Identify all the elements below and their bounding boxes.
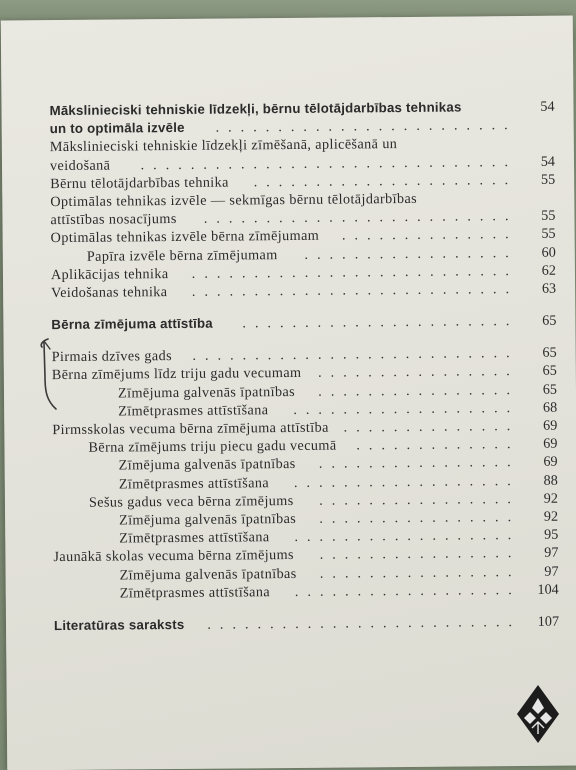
toc-entry-title: un to optimāla izvēle: [49, 120, 185, 137]
toc-page-number: 107: [537, 613, 560, 630]
leader-dots: ..................: [294, 527, 521, 546]
toc-page-number: 55: [541, 207, 556, 224]
toc-entry-title: Optimālas tehnikas izvēle bērna zīmējumam: [50, 228, 320, 247]
toc-page-number: 65: [542, 312, 557, 329]
leader-dots: .................: [304, 244, 518, 263]
leader-dots: ................: [319, 563, 521, 582]
diamond-emblem-icon: [516, 684, 560, 744]
leader-dots: ..............: [343, 418, 520, 436]
leader-dots: ................: [319, 545, 521, 564]
leader-dots: .....................: [253, 171, 518, 191]
toc-page-number: 55: [540, 171, 556, 188]
toc-entry-title: Literatūras saraksts: [53, 616, 185, 633]
toc-page-number: 92: [543, 508, 559, 525]
leader-dots: .........................: [203, 208, 518, 227]
leader-dots: ..........................: [191, 280, 519, 300]
toc-entry-title: Veidošanas tehnika: [51, 283, 168, 301]
toc-entry-title: Bērna zīmējums triju piecu gadu vecumā: [88, 437, 337, 456]
toc-page-number: 62: [541, 262, 557, 279]
toc-entry[interactable]: [54, 613, 559, 636]
toc-entry-title: Optimālas tehnikas izvēle — sekmīgas bērnu tēlotājdarbības: [50, 190, 418, 211]
toc-entry-title: Bērna zīmējums līdz triju gadu vecumam: [51, 365, 302, 384]
toc-entry-title: Aplikācijas tehnika: [50, 265, 169, 283]
table-of-contents: [49, 98, 559, 635]
toc-entry-title: Zīmētprasmes attīstīšana: [119, 583, 271, 602]
toc-entry-title: Sešus gadus veca bērna zīmējums: [88, 492, 294, 511]
toc-entry-title: Zīmējuma galvenās īpatnības: [119, 565, 297, 583]
leader-dots: ................: [318, 363, 519, 382]
toc-page-number: 88: [543, 472, 558, 489]
toc-entry-title: Jaunākā skolas vecuma bērna zīmējums: [53, 547, 295, 566]
toc-entry-title: Pirmsskolas vecuma bērna zīmējuma attīstība: [52, 419, 329, 439]
leader-dots: ..................: [293, 472, 520, 491]
toc-page-number: 69: [543, 417, 558, 434]
toc-entry-title: Zīmējuma galvenās īpatnības: [119, 510, 297, 529]
toc-page-number: 65: [542, 381, 558, 398]
toc-page-number: 55: [541, 225, 556, 243]
toc-page-number: 69: [543, 435, 558, 452]
toc-page-number: 54: [540, 98, 555, 115]
toc-entry-title: Bērna zīmējuma attīstība: [51, 315, 213, 333]
leader-dots: ................: [318, 454, 520, 473]
toc-page-number: 97: [544, 544, 559, 562]
toc-page-number: 54: [540, 153, 556, 170]
toc-entry-title: Zīmētprasmes attīstīšana: [119, 529, 270, 547]
toc-page-number: 69: [543, 454, 558, 471]
leader-dots: ..........................: [191, 262, 519, 282]
leader-dots: ................: [319, 508, 521, 527]
toc-page-number: 65: [542, 344, 557, 362]
toc-entry-title: Mākslinieciski tehniskie līdzekļi zīmēšanā, aplicēšanā un: [49, 136, 398, 156]
toc-entry-title: Bērnu tēlotājdarbības tehnika: [50, 174, 229, 192]
leader-dots: ..........................: [192, 345, 519, 365]
toc-page-number: 60: [541, 244, 556, 261]
leader-dots: ......................: [242, 313, 519, 332]
toc-entry-title: Mākslinieciski tehniskie līdzekļi, bērnu tēlotājdarbības tehnikas: [49, 99, 462, 119]
leader-dots: ..................: [293, 399, 520, 418]
toc-page-number: 92: [543, 490, 558, 507]
pencil-bracket-mark: [38, 337, 64, 411]
toc-page-number: 97: [544, 563, 559, 580]
toc-entry-title: veidošanā: [49, 157, 111, 174]
leader-dots: ..............................: [140, 153, 518, 173]
toc-page-number: 65: [542, 363, 557, 380]
leader-dots: ................: [318, 381, 520, 400]
leader-dots: ..................: [294, 581, 521, 600]
toc-entry-title: Zīmējuma galvenās īpatnības: [118, 456, 296, 474]
toc-page-number: 63: [541, 280, 557, 297]
toc-entry-title: Zīmētprasmes attīstīšana: [118, 402, 269, 420]
leader-dots: .........................: [207, 613, 522, 633]
toc-page-number: 68: [542, 399, 558, 416]
toc-entry-title: Zīmējuma galvenās īpatnības: [117, 383, 296, 402]
leader-dots: .............: [356, 436, 520, 454]
toc-entry-title: Zīmētprasmes attīstīšana: [118, 474, 270, 493]
leader-dots: ................: [319, 490, 521, 509]
toc-entry-title: attīstības nosacījums: [50, 211, 177, 229]
leader-dots: ..............: [341, 226, 518, 244]
book-page: [1, 16, 576, 770]
toc-entry-title: Papīra izvēle bērna zīmējumam: [86, 246, 278, 265]
toc-page-number: 104: [537, 581, 559, 598]
toc-page-number: 95: [543, 526, 559, 543]
toc-entry-title: Pirmais dzīves gads: [51, 348, 173, 366]
leader-dots: ........................: [215, 117, 517, 136]
